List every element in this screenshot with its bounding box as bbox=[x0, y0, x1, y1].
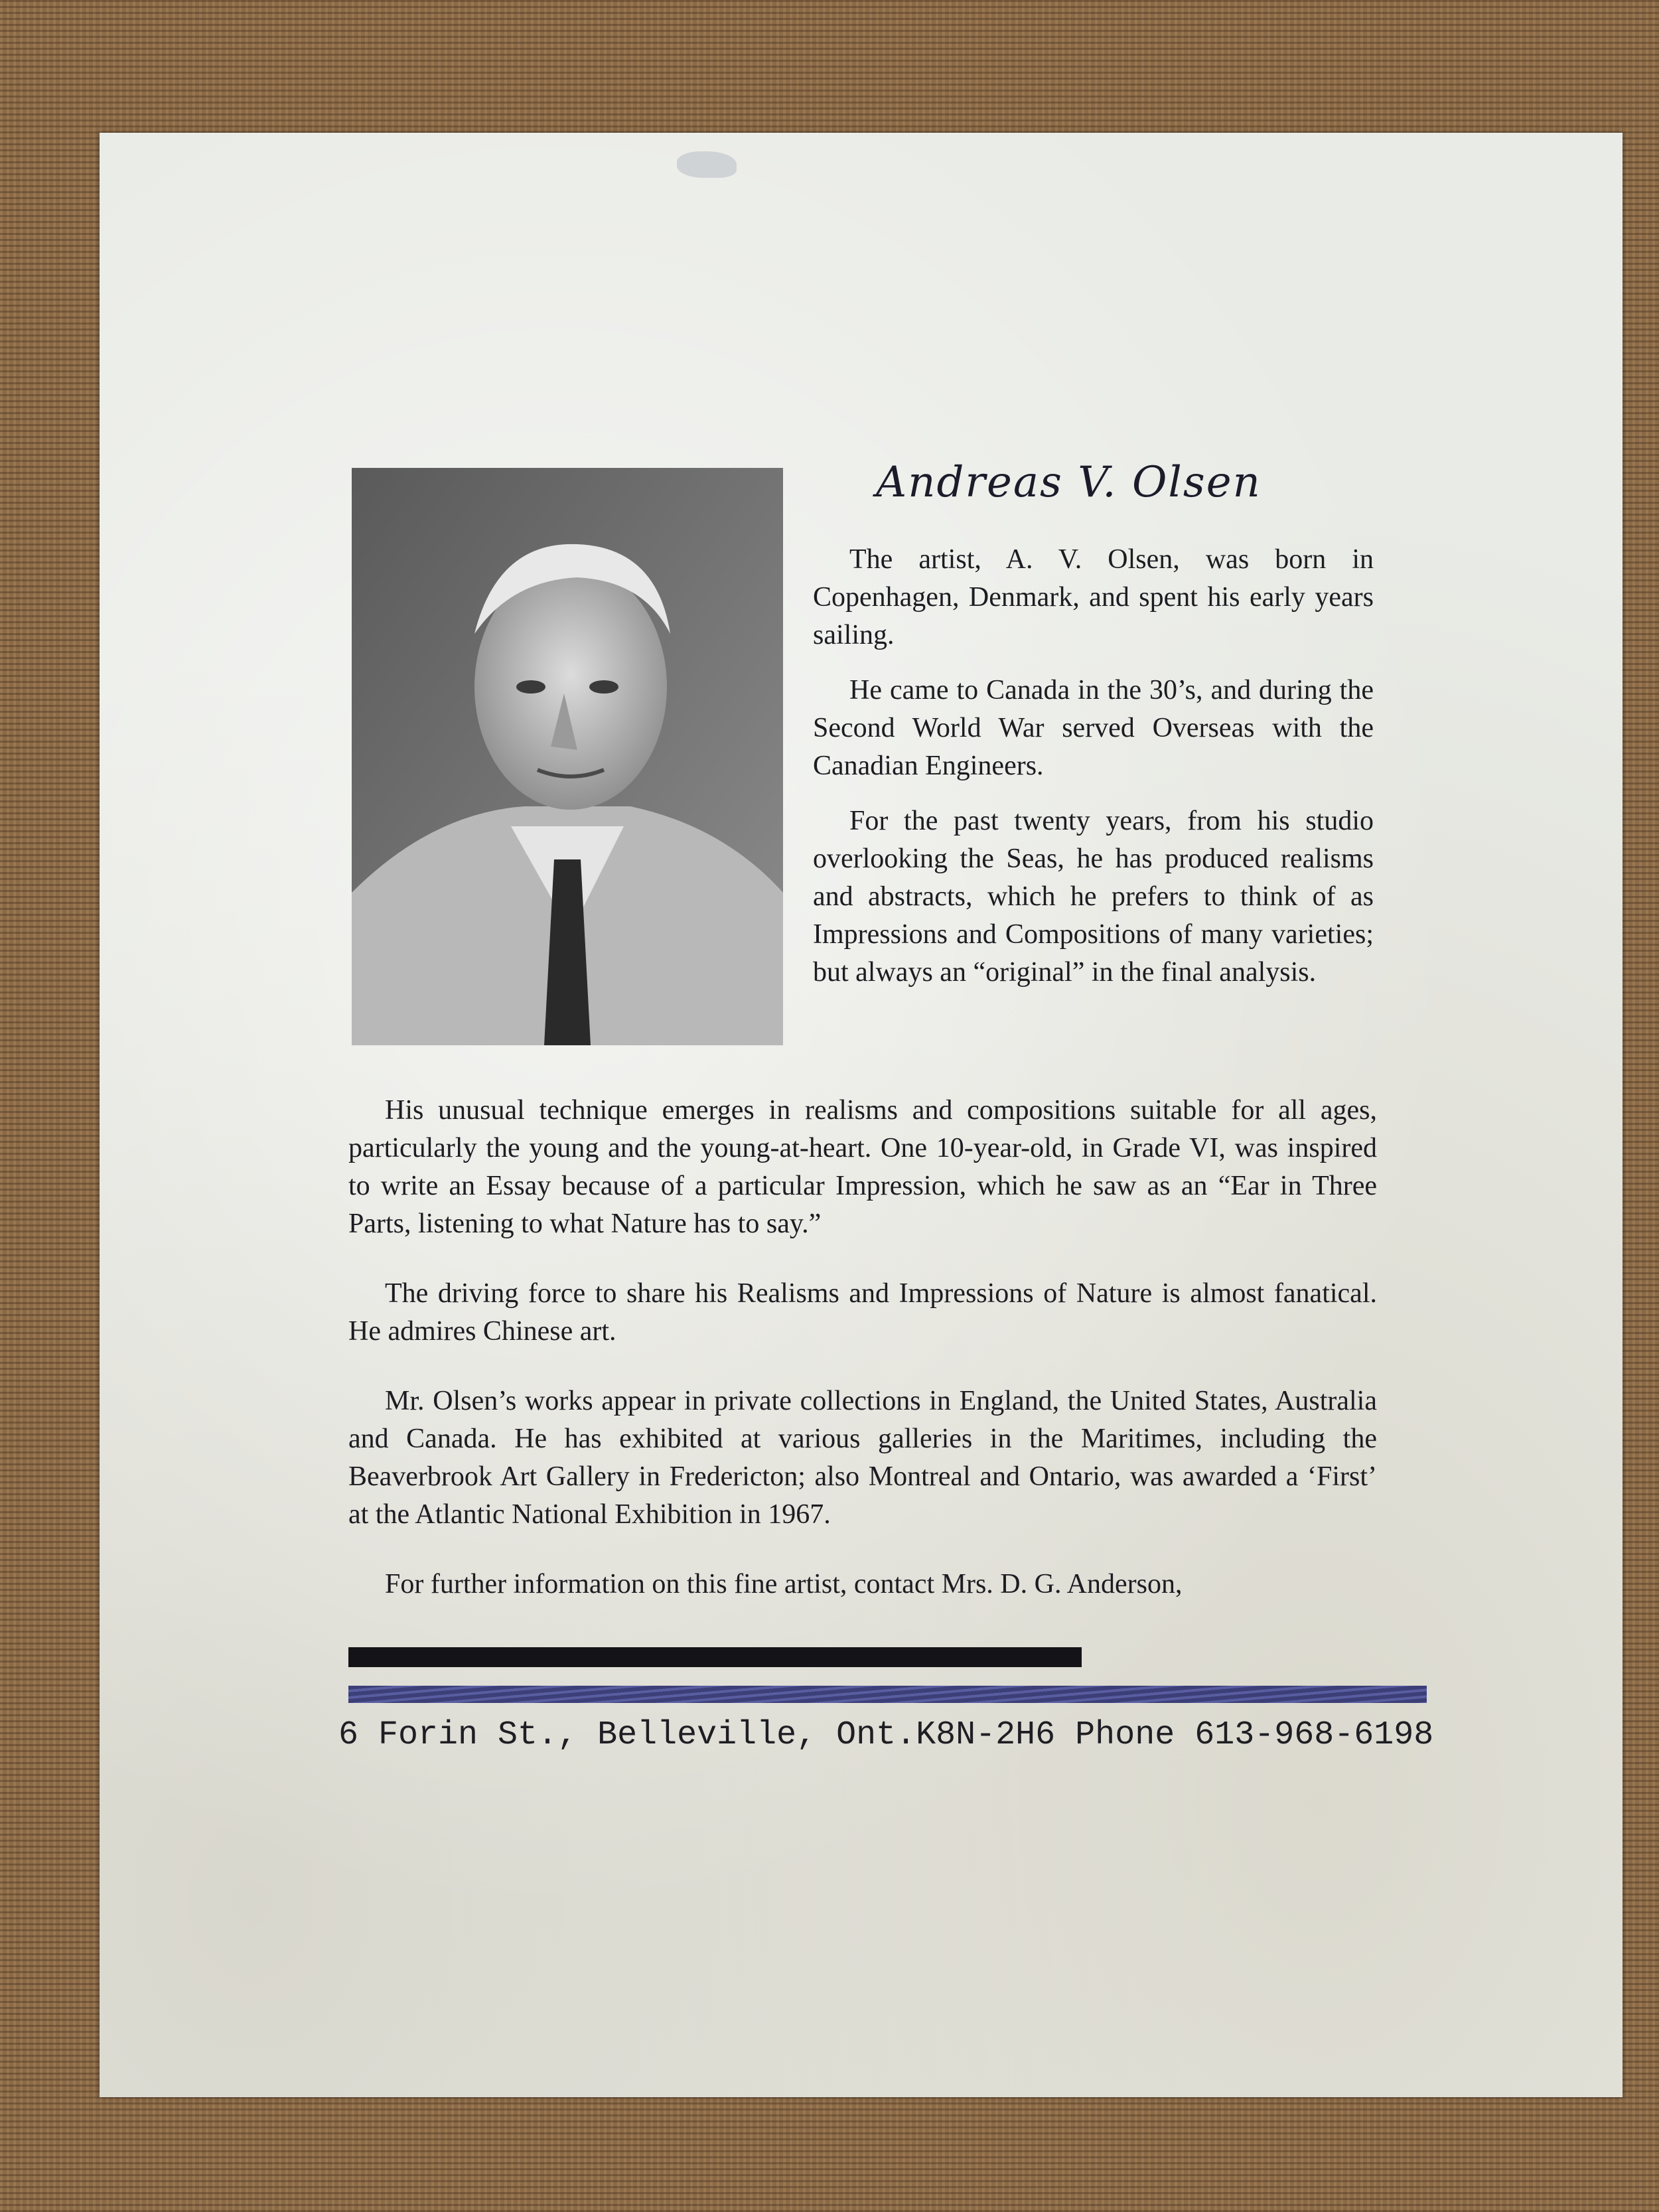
redacted-address-line bbox=[348, 1647, 1082, 1667]
crossed-out-address-line bbox=[348, 1686, 1427, 1703]
contact-line: For further information on this fine artist, contact Mrs. D. G. Anderson, bbox=[385, 1569, 1183, 1599]
torn-corner bbox=[677, 151, 737, 178]
bio-paragraph: He came to Canada in the 30’s, and during the Second World War served Overseas with the Canadian Engineers. bbox=[813, 675, 1374, 781]
document-title: Andreas V. Olsen bbox=[876, 458, 1262, 507]
body-paragraph: His unusual technique emerges in realisms and compositions suitable for all ages, particularly the young and the young-at-heart. One 10-year-old, in Grade VI, was inspired to write an Essay because of a particular Impression, which he saw as an “Ear in Three Parts, listening to what Nature has to say.” bbox=[348, 1095, 1377, 1239]
body-text bbox=[348, 1092, 1377, 1635]
body-paragraph: Mr. Olsen’s works appear in private collections in England, the United States, Australia and Canada. He has exhibited at various galleries in the Maritimes, including the Beaverbrook Art Gallery in Fredericton; also Montreal and Ontario, was awarded a ‘First’ at the Atlantic National Exhibition in 1967. bbox=[348, 1386, 1377, 1530]
body-paragraph: The driving force to share his Realisms and Impressions of Nature is almost fanatical. He admires Chinese art. bbox=[348, 1278, 1377, 1347]
bio-paragraph: The artist, A. V. Olsen, was born in Copenhagen, Denmark, and spent his early years sailing. bbox=[813, 544, 1374, 650]
bio-paragraph: For the past twenty years, from his studio overlooking the Seas, he has produced realisms and abstracts, which he prefers to think of as Impressions and Compositions of many varieties; but always an “original” in the final analysis. bbox=[813, 806, 1374, 988]
typed-address: 6 Forin St., Belleville, Ont.K8N-2H6 Phone 613-968-6198 bbox=[338, 1716, 1434, 1754]
bio-column bbox=[813, 541, 1374, 1009]
portrait-photo bbox=[352, 468, 783, 1045]
